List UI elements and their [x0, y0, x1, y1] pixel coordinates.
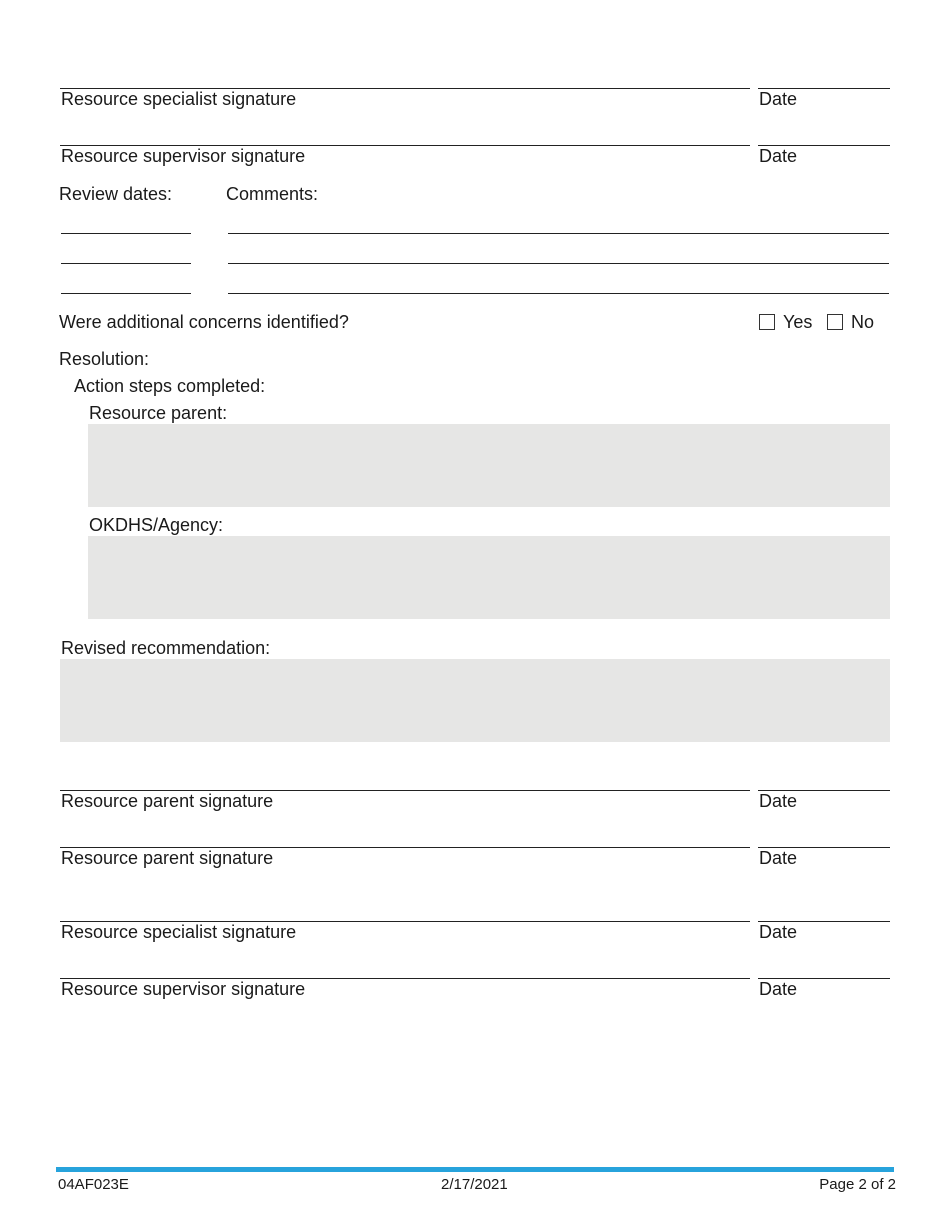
- footer-rule: [56, 1167, 894, 1172]
- parent1-date-label: Date: [759, 791, 798, 811]
- revised-recommendation-label: Revised recommendation:: [61, 638, 271, 658]
- revision-date: 2/17/2021: [441, 1176, 508, 1193]
- parent2-signature-label: Resource parent signature: [61, 848, 274, 868]
- review-date-field-3[interactable]: [61, 293, 191, 294]
- concerns-no-option[interactable]: [827, 312, 874, 332]
- concerns-yes-option[interactable]: [759, 312, 812, 332]
- comment-field-1[interactable]: [228, 233, 889, 234]
- form-code: 04AF023E: [58, 1176, 129, 1193]
- review-dates-label: Review dates:: [59, 184, 173, 204]
- comment-field-2[interactable]: [228, 263, 889, 264]
- comment-field-3[interactable]: [228, 293, 889, 294]
- action-steps-label: Action steps completed:: [74, 376, 266, 396]
- resource-parent-field[interactable]: [88, 424, 890, 507]
- page-number: Page 2 of 2: [819, 1176, 896, 1193]
- comments-label: Comments:: [226, 184, 319, 204]
- review-date-field-2[interactable]: [61, 263, 191, 264]
- specialist-signature-label: Resource specialist signature: [61, 89, 297, 109]
- supervisor2-signature-label: Resource supervisor signature: [61, 979, 306, 999]
- parent2-date-label: Date: [759, 848, 798, 868]
- agency-field[interactable]: [88, 536, 890, 619]
- resource-parent-label: Resource parent:: [89, 403, 228, 423]
- yes-label: Yes: [783, 312, 813, 332]
- revised-recommendation-field[interactable]: [60, 659, 890, 742]
- parent1-signature-label: Resource parent signature: [61, 791, 274, 811]
- specialist-date-label: Date: [759, 89, 798, 109]
- supervisor-date-label: Date: [759, 146, 798, 166]
- yes-checkbox[interactable]: [759, 314, 775, 330]
- specialist2-signature-label: Resource specialist signature: [61, 922, 297, 942]
- agency-label: OKDHS/Agency:: [89, 515, 224, 535]
- supervisor-signature-label: Resource supervisor signature: [61, 146, 306, 166]
- concerns-question: Were additional concerns identified?: [59, 312, 349, 332]
- specialist2-date-label: Date: [759, 922, 798, 942]
- supervisor2-date-label: Date: [759, 979, 798, 999]
- no-label: No: [851, 312, 875, 332]
- review-date-field-1[interactable]: [61, 233, 191, 234]
- no-checkbox[interactable]: [827, 314, 843, 330]
- resolution-heading: Resolution:: [59, 349, 150, 369]
